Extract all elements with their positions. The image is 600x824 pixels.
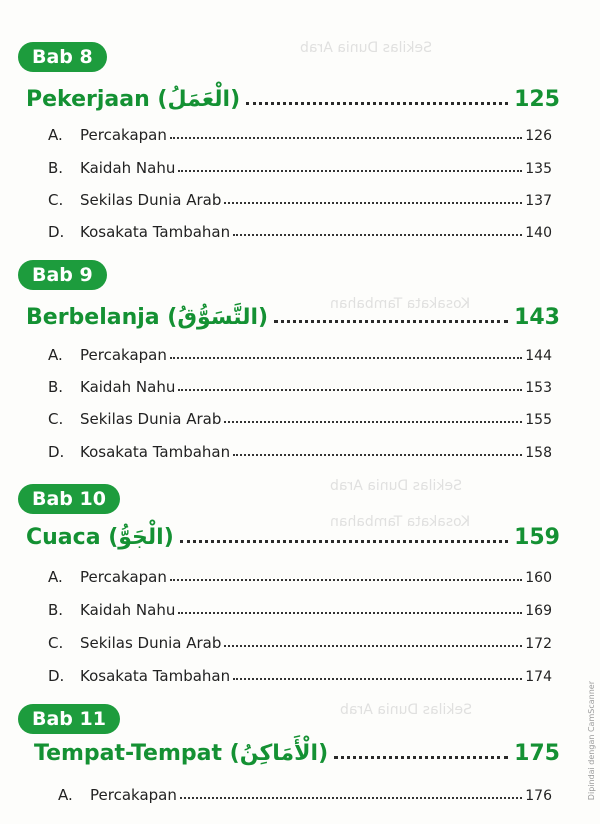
chapter-page: 175 [514, 741, 560, 766]
chapter-title: Tempat-Tempat (الْأَمَاكِنُ) [34, 741, 329, 766]
item-page: 172 [525, 636, 552, 652]
leader-dots [178, 170, 522, 172]
chapter-page: 159 [514, 525, 560, 550]
item-label: Percakapan [80, 568, 167, 586]
item-label: Kosakata Tambahan [80, 443, 231, 461]
leader-dots [224, 421, 522, 423]
item-letter: D. [48, 443, 65, 461]
item-page: 144 [525, 348, 552, 364]
show-through-text: Kosakata Tambahan [330, 514, 471, 530]
item-page: 140 [525, 225, 552, 241]
chapter-page: 143 [514, 305, 560, 330]
item-label: Kaidah Nahu [80, 601, 176, 619]
chapter-page: 125 [514, 87, 560, 112]
toc-item[interactable] [48, 597, 552, 619]
leader-dots [180, 540, 508, 543]
item-letter: C. [48, 410, 64, 428]
item-page: 160 [525, 570, 552, 586]
item-letter: A. [58, 786, 73, 804]
scanner-watermark: Dipindai dengan CamScanner [587, 680, 596, 800]
item-letter: B. [48, 378, 64, 396]
item-page: 169 [525, 603, 552, 619]
item-label: Percakapan [90, 786, 177, 804]
leader-dots [170, 137, 522, 139]
toc-item[interactable] [48, 122, 552, 144]
item-page: 176 [525, 788, 552, 804]
item-label: Sekilas Dunia Arab [80, 410, 222, 428]
item-letter: A. [48, 126, 63, 144]
item-page: 126 [525, 128, 552, 144]
item-page: 137 [525, 193, 552, 209]
chapter-title: Pekerjaan (الْعَمَلُ) [26, 87, 241, 112]
item-label: Kosakata Tambahan [80, 223, 231, 241]
chapter-title-row[interactable] [26, 80, 560, 112]
chapter-badge: Bab 9 [18, 260, 107, 290]
leader-dots [180, 797, 522, 799]
show-through-text: Sekilas Dunia Arab [300, 40, 432, 56]
item-label: Percakapan [80, 126, 167, 144]
toc-item[interactable] [58, 782, 552, 804]
leader-dots [233, 454, 522, 456]
item-letter: C. [48, 191, 64, 209]
leader-dots [170, 357, 522, 359]
chapter-badge: Bab 10 [18, 484, 120, 514]
leader-dots [334, 756, 508, 759]
item-letter: C. [48, 634, 64, 652]
item-page: 174 [525, 669, 552, 685]
show-through-text: Sekilas Dunia Arab [340, 702, 472, 718]
leader-dots [274, 320, 508, 323]
leader-dots [178, 612, 522, 614]
item-label: Percakapan [80, 346, 167, 364]
toc-item[interactable] [48, 630, 552, 652]
item-letter: B. [48, 159, 64, 177]
chapter-title: Cuaca (الْجَوُّ) [26, 525, 174, 550]
toc-item[interactable] [48, 663, 552, 685]
chapter-badge: Bab 11 [18, 704, 120, 734]
chapter-title-row[interactable] [26, 298, 560, 330]
item-letter: A. [48, 346, 63, 364]
leader-dots [170, 579, 522, 581]
item-label: Kaidah Nahu [80, 159, 176, 177]
toc-item[interactable] [48, 155, 552, 177]
item-page: 135 [525, 161, 552, 177]
item-page: 155 [525, 412, 552, 428]
leader-dots [246, 102, 508, 105]
show-through-text: Sekilas Dunia Arab [330, 478, 462, 494]
item-letter: D. [48, 223, 65, 241]
leader-dots [233, 678, 522, 680]
item-label: Kosakata Tambahan [80, 667, 231, 685]
show-through-text: Kosakata Tambahan [330, 296, 471, 312]
toc-item[interactable] [48, 439, 552, 461]
chapter-title: Berbelanja (التَّسَوُّقُ) [26, 305, 269, 330]
leader-dots [178, 389, 522, 391]
leader-dots [224, 202, 522, 204]
toc-item[interactable] [48, 564, 552, 586]
item-page: 158 [525, 445, 552, 461]
item-label: Sekilas Dunia Arab [80, 191, 222, 209]
item-page: 153 [525, 380, 552, 396]
chapter-badge: Bab 8 [18, 42, 107, 72]
toc-item[interactable] [48, 406, 552, 428]
item-label: Sekilas Dunia Arab [80, 634, 222, 652]
leader-dots [233, 234, 522, 236]
leader-dots [224, 645, 522, 647]
item-letter: D. [48, 667, 65, 685]
item-letter: A. [48, 568, 63, 586]
toc-item[interactable] [48, 374, 552, 396]
chapter-title-row[interactable] [34, 734, 560, 766]
toc-item[interactable] [48, 187, 552, 209]
chapter-title-row[interactable] [26, 518, 560, 550]
toc-item[interactable] [48, 219, 552, 241]
toc-item[interactable] [48, 342, 552, 364]
item-label: Kaidah Nahu [80, 378, 176, 396]
item-letter: B. [48, 601, 64, 619]
